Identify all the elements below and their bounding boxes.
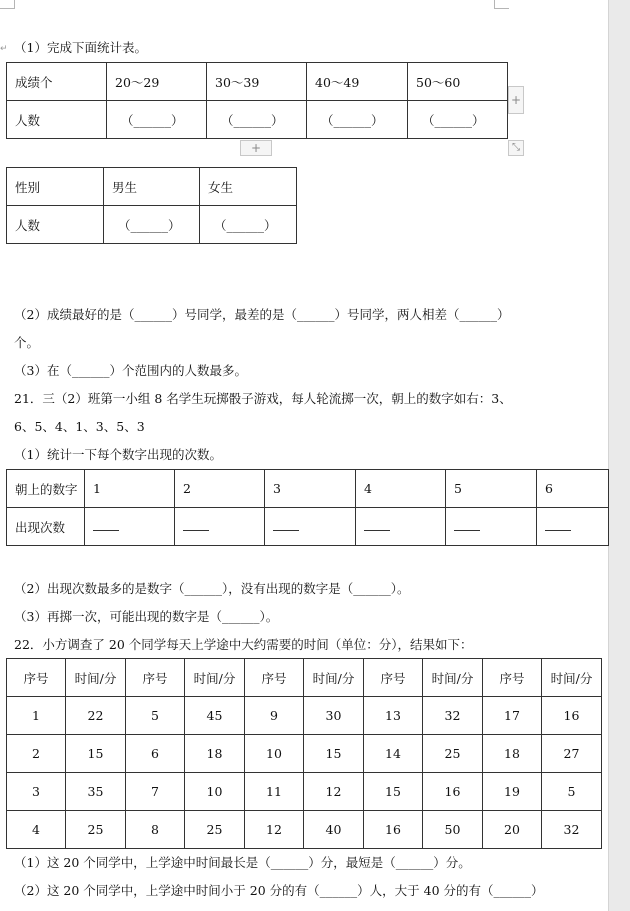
table-header-cell: 时间/分 [66, 659, 126, 697]
table-cell: 12 [245, 811, 304, 849]
answer-blank[interactable]: （______） [408, 101, 508, 139]
table-cell: 50 [423, 811, 483, 849]
table-header-cell: 男生 [104, 168, 200, 206]
blank-underline [93, 520, 119, 531]
answer-blank[interactable] [446, 508, 537, 546]
question-2-text: （2）成绩最好的是（______）号同学，最差的是（______）号同学，两人相差（______） [14, 307, 510, 322]
table-header-cell: 时间/分 [542, 659, 602, 697]
answer-blank[interactable]: （______） [307, 101, 408, 139]
table-cell: 22 [66, 697, 126, 735]
table-header-cell: 20～29 [107, 63, 207, 101]
table-anchor-icon[interactable]: ↵ [0, 44, 8, 54]
blank-underline [273, 520, 299, 531]
table-header-cell: 成绩个 [7, 63, 107, 101]
table-cell: 8 [126, 811, 185, 849]
table-cell: 10 [185, 773, 245, 811]
table-header-cell: 序号 [245, 659, 304, 697]
table-cell: 25 [185, 811, 245, 849]
table-cell: 15 [66, 735, 126, 773]
table-cell: 5 [542, 773, 602, 811]
table-cell: 15 [364, 773, 423, 811]
question-21-text: 21．三（2）班第一小组 8 名学生玩掷骰子游戏，每人轮流掷一次，朝上的数字如右：3、 [14, 391, 512, 406]
answer-blank[interactable] [175, 508, 265, 546]
page-corner-mark-left [0, 0, 15, 9]
table-cell: 2 [7, 735, 66, 773]
table-cell: 1 [7, 697, 66, 735]
question-22-sub2: （2）这 20 个同学中，上学途中时间小于 20 分的有（______）人，大于 40 分的有（______） [14, 883, 544, 898]
table-row-label: 人数 [7, 101, 107, 139]
table-cell: 35 [66, 773, 126, 811]
table-cell: 20 [483, 811, 542, 849]
question-3-text: （3）在（______）个范围内的人数最多。 [14, 363, 247, 378]
table-header-cell: 序号 [364, 659, 423, 697]
blank-underline [454, 520, 480, 531]
table-header-cell: 朝上的数字 [7, 470, 85, 508]
resize-handle-icon[interactable]: ⤡ [508, 140, 524, 156]
table-cell: 32 [542, 811, 602, 849]
answer-blank[interactable] [356, 508, 446, 546]
answer-blank[interactable]: （______） [104, 206, 200, 244]
answer-blank[interactable]: （______） [107, 101, 207, 139]
table-cell: 45 [185, 697, 245, 735]
table-row-label: 人数 [7, 206, 104, 244]
answer-blank[interactable]: （______） [200, 206, 297, 244]
table-cell: 13 [364, 697, 423, 735]
question-21-sub1: （1）统计一下每个数字出现的次数。 [14, 447, 222, 462]
question-21-sub3: （3）再掷一次，可能出现的数字是（______）。 [14, 609, 279, 624]
table-header-cell: 女生 [200, 168, 297, 206]
table-cell: 4 [7, 811, 66, 849]
table-cell: 30 [304, 697, 364, 735]
blank-underline [183, 520, 209, 531]
score-stat-table [6, 62, 508, 139]
question-22-sub1: （1）这 20 个同学中，上学途中时间最长是（______）分，最短是（______）分。 [14, 855, 471, 870]
table-cell: 16 [364, 811, 423, 849]
gender-stat-table [6, 167, 297, 244]
table-header-cell: 序号 [483, 659, 542, 697]
answer-blank[interactable] [537, 508, 609, 546]
table-header-cell: 序号 [7, 659, 66, 697]
question-1-text: （1）完成下面统计表。 [14, 40, 147, 55]
table-row [7, 773, 602, 811]
question-21-text-cont: 6、5、4、1、3、5、3 [14, 419, 145, 434]
table-cell: 10 [245, 735, 304, 773]
document-margin-edge [608, 0, 630, 911]
table-header-cell: 2 [175, 470, 265, 508]
question-2-text-cont: 个。 [14, 335, 40, 350]
dice-count-table [6, 469, 609, 546]
table-header-cell: 50～60 [408, 63, 508, 101]
blank-underline [545, 520, 571, 531]
table-cell: 17 [483, 697, 542, 735]
answer-blank[interactable] [85, 508, 175, 546]
table-cell: 7 [126, 773, 185, 811]
table-row [7, 811, 602, 849]
table-header-cell: 30～39 [207, 63, 307, 101]
table-header-cell: 3 [265, 470, 356, 508]
table-cell: 19 [483, 773, 542, 811]
answer-blank[interactable]: （______） [207, 101, 307, 139]
question-22-text: 22．小方调查了 20 个同学每天上学途中大约需要的时间（单位：分），结果如下： [14, 637, 473, 652]
add-column-button[interactable]: + [508, 86, 524, 114]
table-row-label: 出现次数 [7, 508, 85, 546]
table-cell: 27 [542, 735, 602, 773]
commute-time-table [6, 658, 602, 849]
table-header-cell: 6 [537, 470, 609, 508]
table-cell: 25 [66, 811, 126, 849]
table-cell: 12 [304, 773, 364, 811]
table-cell: 16 [423, 773, 483, 811]
table-cell: 18 [185, 735, 245, 773]
answer-blank[interactable] [265, 508, 356, 546]
page-corner-mark-right [494, 0, 509, 9]
table-row [7, 735, 602, 773]
table-cell: 32 [423, 697, 483, 735]
table-header-cell: 5 [446, 470, 537, 508]
table-cell: 6 [126, 735, 185, 773]
table-header-cell: 时间/分 [185, 659, 245, 697]
table-header-cell: 1 [85, 470, 175, 508]
table-header-cell: 4 [356, 470, 446, 508]
table-cell: 25 [423, 735, 483, 773]
question-21-sub2: （2）出现次数最多的是数字（______），没有出现的数字是（______）。 [14, 581, 410, 596]
table-cell: 14 [364, 735, 423, 773]
table-header-cell: 时间/分 [304, 659, 364, 697]
table-cell: 15 [304, 735, 364, 773]
table-cell: 11 [245, 773, 304, 811]
table-row [7, 697, 602, 735]
table-header-cell: 40～49 [307, 63, 408, 101]
table-cell: 3 [7, 773, 66, 811]
table-header-cell: 序号 [126, 659, 185, 697]
table-cell: 16 [542, 697, 602, 735]
table-cell: 9 [245, 697, 304, 735]
add-row-button[interactable]: + [240, 140, 272, 156]
table-cell: 18 [483, 735, 542, 773]
table-header-cell: 性别 [7, 168, 104, 206]
blank-underline [364, 520, 390, 531]
table-cell: 5 [126, 697, 185, 735]
table-header-cell: 时间/分 [423, 659, 483, 697]
table-cell: 40 [304, 811, 364, 849]
